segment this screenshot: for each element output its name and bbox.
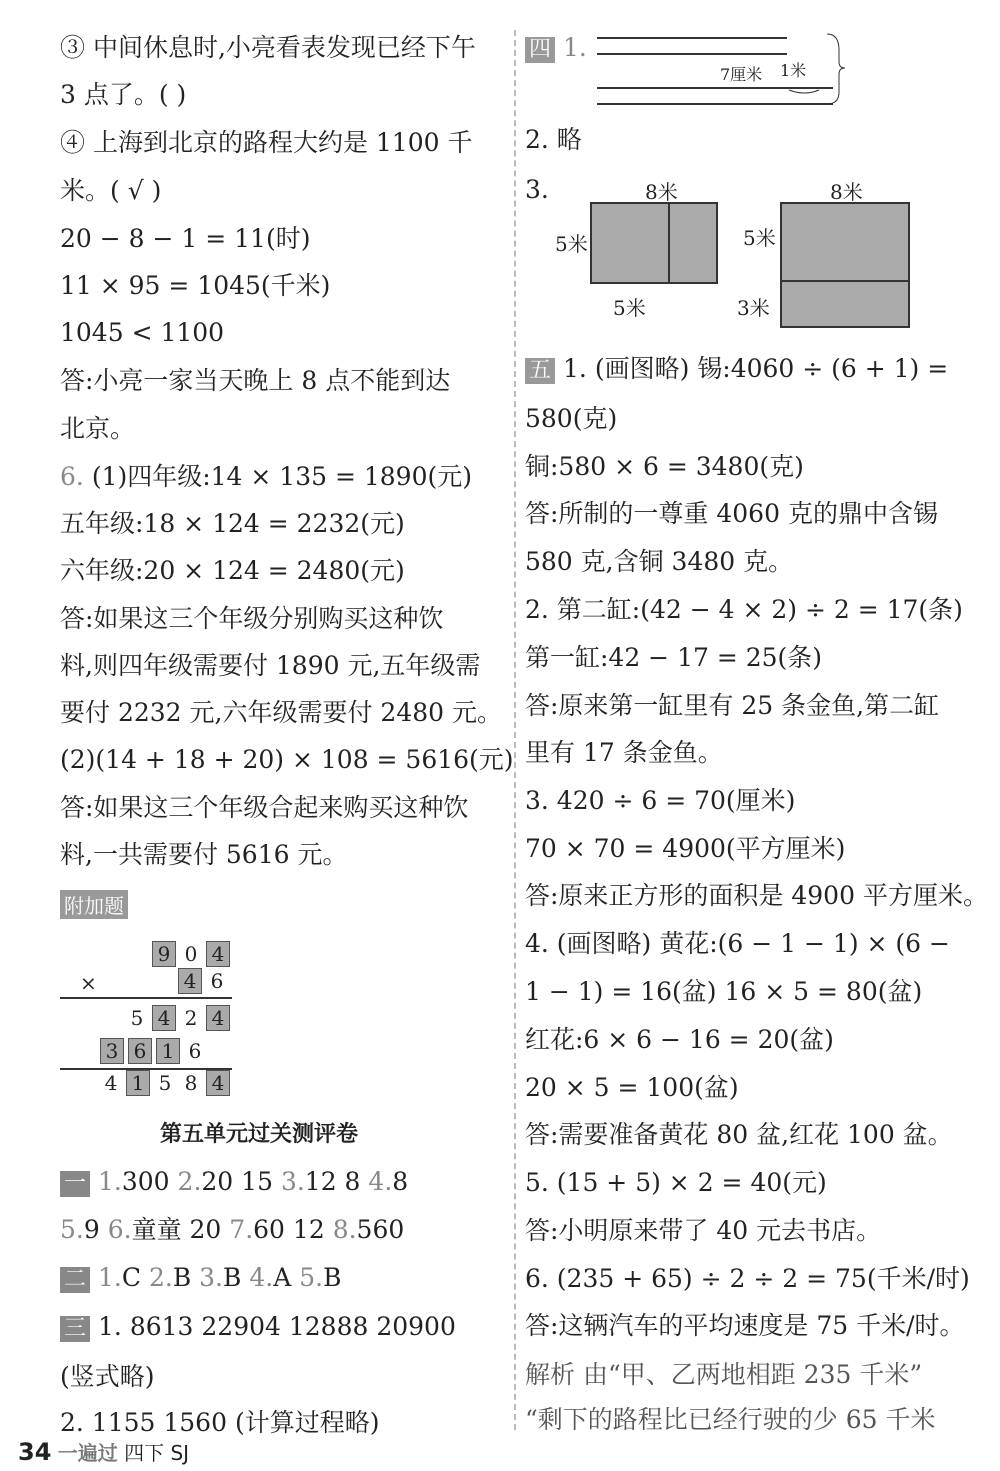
segment-label-1m: 1米 [780,61,807,80]
answer-line [60,318,224,348]
section-3-row-3: 2. 1155 1560 (计算过程略) [60,1408,380,1437]
item-number: ③ [60,33,93,62]
item-answer: 300 [121,1167,178,1196]
digit-cell: 6 [128,1038,152,1064]
multiplicand-row [150,941,232,967]
digit-cell: 4 [152,1005,176,1031]
section-2-row [60,1263,341,1293]
line-text: 3 点了。( ) [60,80,187,109]
line-text: 解析 由“甲、乙两地相距 235 千米” [525,1360,923,1389]
answer-line [60,176,161,206]
digit-cell: 1 [156,1038,180,1064]
section-4-row-1 [525,33,587,63]
product-row [98,1070,232,1096]
section-badge: 二 [60,1267,90,1293]
column-divider [514,30,516,1430]
answer-line [60,604,443,634]
line-text: 20 − 8 − 1 = 11(时) [60,224,311,253]
item-answer: B [323,1263,342,1292]
answer-line [60,556,405,586]
answer-line [525,977,922,1007]
answer-line [60,509,405,539]
item-answer: 9 [83,1215,108,1244]
line-text: 答:原来正方形的面积是 4900 平方厘米。 [525,881,988,910]
line-text: 5. (15 + 5) × 2 = 40(元) [525,1168,827,1197]
label-left: 5米 [743,226,776,250]
line-text: 4. (画图略) 黄花:(6 − 1 − 1) × (6 − [525,929,950,958]
line-text: 答:需要准备黄花 80 盆,红花 100 盆。 [525,1120,953,1149]
answer-line [525,929,950,959]
answer-line [525,1311,965,1341]
line-text: 北京。 [60,414,136,443]
item-answer: 童童 20 [131,1215,230,1244]
answer-line [60,128,472,158]
label-top: 8米 [645,180,678,204]
line-text: 11 × 95 = 1045(千米) [60,271,331,300]
line-text: 红花:6 × 6 − 16 = 20(盆) [525,1025,834,1054]
partial-product-row-2 [98,1038,208,1064]
section-badge: 五 [525,358,555,384]
segment-label-7cm: 7厘米 [720,65,763,84]
answer-line [60,698,502,728]
digit-cell: 4 [178,968,202,994]
answer-line [525,1168,827,1198]
answer-line [60,224,310,254]
item-number: 6. [60,462,92,491]
item-number: 4. [368,1167,393,1196]
line-text: 中间休息时,小亮看表发现已经下午 [92,33,476,62]
line-text: 580(克) [525,404,618,433]
answer-line [525,1025,834,1055]
line-text: 第一缸:42 − 17 = 25(条) [525,643,823,672]
answer-line [525,834,845,864]
line-text: 580 克,含铜 3480 克。 [525,547,794,576]
line-text: 米。( √ ) [60,176,162,205]
item-number: 1. [563,33,587,62]
line-text: 1045 < 1100 [60,318,225,347]
answer-line [525,595,963,625]
answer-line [60,80,186,110]
line-text: 3. 420 ÷ 6 = 70(厘米) [525,786,796,815]
line-text: 料,一共需要付 5616 元。 [60,840,348,869]
item-answer: 60 12 [253,1215,333,1244]
answer-line [525,738,723,768]
item-number: 4. [249,1263,274,1292]
line-text: 里有 17 条金鱼。 [525,738,723,767]
item-number: ④ [60,128,93,157]
answer-line [525,1073,739,1103]
line-text: 答:这辆汽车的平均速度是 75 千米/时。 [525,1311,965,1340]
item-number: 3. [280,1167,305,1196]
section-badge: 三 [60,1316,90,1342]
digit-cell: 5 [130,1006,144,1030]
digit-cell: 4 [104,1071,118,1095]
label-left: 3米 [737,296,770,320]
line-text: 六年级:20 × 124 = 2480(元) [60,556,405,585]
line-text: 五年级:18 × 124 = 2232(元) [60,509,405,538]
section-1-row-a [60,1167,408,1197]
page-footer [18,1437,189,1466]
partial-product-row-1 [124,1005,232,1031]
answer-line [525,1360,922,1390]
item-number: 6. [107,1215,132,1244]
line-text: 1. 8613 22904 12888 20900 [98,1312,456,1341]
answer-line [525,404,617,434]
rule-line [60,997,232,999]
item-number: 2. [177,1167,202,1196]
answer-line [60,462,472,492]
answer-line [525,786,795,816]
brace [789,90,819,93]
line-text: 1. (画图略) 锡:4060 ÷ (6 + 1) = [563,354,949,383]
answer-line [525,452,804,482]
line-text: 6. (235 + 65) ÷ 2 ÷ 2 = 75(千米/时) [525,1264,970,1293]
answer-line [60,414,135,444]
digit-cell: 2 [184,1006,198,1030]
rectangle-a [590,202,718,284]
answer-line [60,271,330,301]
line-text: 答:如果这三个年级分别购买这种饮 [60,604,444,633]
extra-question-label: 附加题 [60,890,128,919]
digit-cell: 5 [158,1071,172,1095]
line-text: “剩下的路程比已经行驶的少 65 千米 [525,1405,936,1434]
grade-label: 四下 SJ [124,1441,190,1465]
answer-line [525,691,939,721]
item-answer: 12 8 [304,1167,369,1196]
answer-line [525,881,988,911]
item-number: 5. [299,1263,324,1292]
multiplier-row [176,968,230,994]
label-top: 8米 [830,180,863,204]
line-text: 料,则四年级需要付 1890 元,五年级需 [60,651,481,680]
digit-cell: 6 [188,1039,202,1063]
line-text: 上海到北京的路程大约是 1100 千 [92,128,473,157]
answer-line [60,366,450,396]
line-text: 铜:580 × 6 = 3480(克) [525,452,804,481]
answer-line [60,651,480,681]
answer-line [525,1264,970,1294]
line-text: 1 − 1) = 16(盆) 16 × 5 = 80(盆) [525,977,923,1006]
answer-line [60,745,514,775]
item-number: 1. [98,1263,122,1292]
digit-cell: 0 [184,942,198,966]
section-badge: 一 [60,1171,90,1197]
answer-line [60,793,468,823]
section-3-row-1 [60,1312,456,1342]
section-3-row-2: (竖式略) [60,1362,155,1391]
answer-line [525,499,938,529]
label-bottom: 5米 [613,296,646,320]
digit-cell: 6 [210,969,224,993]
section-1-row-b [60,1215,404,1245]
item-answer: A [273,1263,300,1292]
item-answer: 560 [356,1215,405,1244]
item-answer: C [121,1263,149,1292]
digit-cell: 1 [126,1070,150,1096]
answer-line [525,643,822,673]
multiply-sign: × [80,971,97,995]
digit-cell: 4 [206,941,230,967]
line-text: 答:如果这三个年级合起来购买这种饮 [60,793,469,822]
line-text: 2. 第二缸:(42 − 4 × 2) ÷ 2 = 17(条) [525,595,963,624]
item-number: 5. [60,1215,84,1244]
item-number: 3. [199,1263,223,1292]
unit-title: 第五单元过关测评卷 [160,1122,359,1147]
answer-line [525,1405,936,1435]
page-number: 34 [18,1438,52,1466]
item-answer: 20 15 [201,1167,281,1196]
label-left: 5米 [555,232,588,256]
item-number: 2. [148,1263,173,1292]
digit-cell: 4 [206,1005,230,1031]
answer-line [60,33,476,63]
item-answer: 8 [392,1167,409,1196]
answer-line [525,547,793,577]
line-text: 20 × 5 = 100(盆) [525,1073,739,1102]
section-4-row-3: 3. [525,175,549,204]
rectangle-b-split [782,280,908,282]
line-text: 答:小亮一家当天晚上 8 点不能到达 [60,366,451,395]
line-text: 答:所制的一尊重 4060 克的鼎中含锡 [525,499,938,528]
rectangle-b [780,202,910,328]
item-number: 1. [98,1167,122,1196]
line-text: (1)四年级:14 × 135 = 1890(元) [91,462,472,491]
brace [827,34,845,104]
line-text: 要付 2232 元,六年级需要付 2480 元。 [60,698,502,727]
digit-cell: 3 [100,1038,124,1064]
digit-cell: 4 [206,1070,230,1096]
brand-name: 一遍过 [57,1441,118,1465]
digit-cell: 9 [152,941,176,967]
section-badge: 四 [525,37,555,63]
answer-line [525,1120,953,1150]
item-answer: B [223,1263,250,1292]
line-text: 答:原来第一缸里有 25 条金鱼,第二缸 [525,691,940,720]
line-text: 70 × 70 = 4900(平方厘米) [525,834,846,863]
line-text: 答:小明原来带了 40 元去书店。 [525,1216,882,1245]
rectangle-a-split [668,204,670,282]
answer-line [525,354,948,384]
line-text: (2)(14 + 18 + 20) × 108 = 5616(元) [60,745,514,774]
answer-line [60,840,347,870]
digit-cell: 8 [184,1071,198,1095]
item-number: 8. [332,1215,357,1244]
section-4-row-2: 2. 略 [525,125,582,154]
item-answer: B [172,1263,200,1292]
answer-line [525,1216,881,1246]
item-number: 7. [229,1215,254,1244]
